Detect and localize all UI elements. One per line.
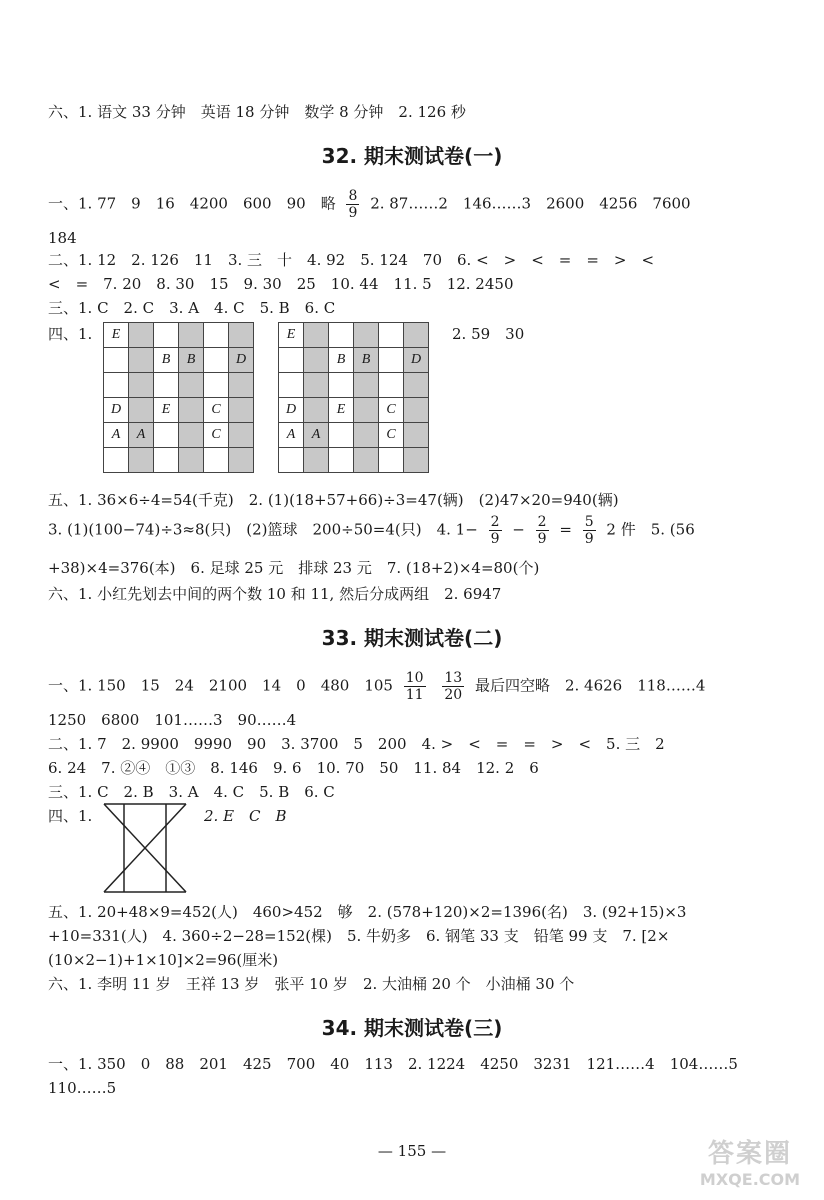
grid-cell: B — [354, 348, 379, 373]
grid-cell — [404, 423, 429, 448]
grid-cell — [379, 323, 404, 348]
s32-l1b: 2. 87……2 146……3 2600 4256 7600 — [370, 194, 691, 213]
grid-cell: A — [104, 423, 129, 448]
grid-cell: C — [379, 398, 404, 423]
s33-l1b: 最后四空略 2. 4626 118……4 — [474, 676, 706, 695]
grid-cell — [179, 448, 204, 473]
grid-cell: C — [204, 423, 229, 448]
watermark-logo: 答案圈 MXQE.COM — [699, 1139, 801, 1189]
hourglass-figure — [100, 802, 190, 894]
grid-cell — [204, 348, 229, 373]
s33-line4: 6. 24 7. ②④ ①③ 8. 146 9. 6 10. 70 50 11. 84 12. 2 6 — [48, 759, 539, 777]
grid-cell — [329, 448, 354, 473]
s32-line2: 184 — [48, 229, 77, 247]
grid-cell: E — [104, 323, 129, 348]
grid-cell — [304, 398, 329, 423]
grid-cell — [279, 373, 304, 398]
grid-cell — [129, 398, 154, 423]
grid-row — [279, 348, 429, 373]
s32-line7 — [48, 514, 695, 547]
s33-line6: 五、1. 20+48×9=452(人) 460>452 够 2. (578+120)×2=1396(名) 3. (92+15)×3 — [48, 903, 687, 921]
grid-cell: E — [279, 323, 304, 348]
letter-grid-2 — [278, 322, 429, 473]
grid-cell — [354, 448, 379, 473]
grid-cell: D — [104, 398, 129, 423]
grid-cell — [329, 423, 354, 448]
fraction: $\frac{8}{9}$ — [348, 188, 358, 221]
grid-row — [104, 448, 254, 473]
grid-cell — [154, 373, 179, 398]
grid-cell: E — [329, 398, 354, 423]
grid-row — [279, 448, 429, 473]
grid-cell: D — [229, 348, 254, 373]
s32-l1a: 一、1. 77 9 16 4200 600 90 略 — [48, 194, 336, 213]
grid-cell — [204, 448, 229, 473]
s32-line3: 二、1. 12 2. 126 11 3. 三 十 4. 92 5. 124 70 6. < > < = = > < — [48, 251, 655, 269]
grid-cell — [129, 373, 154, 398]
s32-line8: +38)×4=376(本) 6. 足球 25 元 排球 23 元 7. (18+2)×4=80(个) — [48, 559, 540, 577]
grid-cell — [279, 448, 304, 473]
grid-cell — [179, 323, 204, 348]
grid-cell: C — [204, 398, 229, 423]
grid-cell: B — [179, 348, 204, 373]
grid-cell: B — [329, 348, 354, 373]
grid-cell — [204, 323, 229, 348]
grid-row — [279, 373, 429, 398]
grid-row — [104, 348, 254, 373]
s34-line2: 110……5 — [48, 1079, 117, 1097]
grid-cell — [229, 448, 254, 473]
s32-line4: < = 7. 20 8. 30 15 9. 30 25 10. 44 11. 5 12. 2450 — [48, 275, 514, 293]
grid-cell — [129, 348, 154, 373]
fraction: $\frac{2}{9}$ — [537, 514, 547, 547]
s33-line2: 1250 6800 101……3 90……4 — [48, 711, 297, 729]
section-33-title: 33. 期末测试卷(二) — [321, 626, 503, 650]
grid-row — [279, 398, 429, 423]
grid-cell — [379, 448, 404, 473]
grid-row — [104, 423, 254, 448]
grid-cell: C — [379, 423, 404, 448]
grid-cell: D — [404, 348, 429, 373]
grid-cell — [104, 348, 129, 373]
grid-cell — [379, 373, 404, 398]
grid-cell — [179, 398, 204, 423]
s33-line8: (10×2−1)+1×10]×2=96(厘米) — [48, 951, 279, 969]
grid-cell — [404, 398, 429, 423]
fraction: $\frac{10}{11}$ — [405, 670, 424, 703]
section-34-title: 34. 期末测试卷(三) — [321, 1016, 503, 1040]
grid-cell — [129, 323, 154, 348]
grid-cell — [354, 423, 379, 448]
grid-cell — [354, 323, 379, 348]
s32-l7n: = — [559, 520, 572, 539]
s32-line9: 六、1. 小红先划去中间的两个数 10 和 11, 然后分成两组 2. 6947 — [48, 585, 502, 603]
grid-cell: E — [154, 398, 179, 423]
grid-cell — [329, 373, 354, 398]
grid-cell — [379, 348, 404, 373]
grid-cell — [354, 398, 379, 423]
s33-line7: +10=331(人) 4. 360÷2−28=152(棵) 5. 牛奶多 6. 钢笔 33 支 铅笔 99 支 7. [2× — [48, 927, 670, 945]
grid-row — [104, 373, 254, 398]
grid-cell — [304, 348, 329, 373]
prev-q6: 六、1. 语文 33 分钟 英语 18 分钟 数学 8 分钟 2. 126 秒 — [48, 103, 466, 121]
grid-cell — [229, 373, 254, 398]
grid-cell — [404, 448, 429, 473]
page-number: — 155 — — [377, 1142, 447, 1160]
grid-cell — [179, 423, 204, 448]
s33-line5: 三、1. C 2. B 3. A 4. C 5. B 6. C — [48, 783, 335, 801]
s32-q4-answer2: 2. 59 30 — [452, 325, 525, 343]
grid-row — [279, 323, 429, 348]
s32-l7m: − — [512, 520, 525, 539]
s33-line9: 六、1. 李明 11 岁 王祥 13 岁 张平 10 岁 2. 大油桶 20 个 小油桶 30 个 — [48, 975, 575, 993]
s32-l7b: 2 件 5. (56 — [606, 520, 695, 539]
s32-line1 — [48, 188, 691, 221]
s33-l1a: 一、1. 150 15 24 2100 14 0 480 105 — [48, 676, 393, 695]
grid-cell: D — [279, 398, 304, 423]
grid-cell: A — [304, 423, 329, 448]
grid-cell — [229, 398, 254, 423]
s32-l7a: 3. (1)(100−74)÷3≈8(只) (2)篮球 200÷50=4(只) 4. 1− — [48, 520, 478, 539]
s32-q4-label: 四、1. — [48, 325, 93, 343]
grid-row — [104, 398, 254, 423]
s32-line6: 五、1. 36×6÷4=54(千克) 2. (1)(18+57+66)÷3=47(辆) (2)47×20=940(辆) — [48, 491, 619, 509]
fraction: $\frac{13}{20}$ — [444, 670, 463, 703]
s34-line1: 一、1. 350 0 88 201 425 700 40 113 2. 1224 4250 3231 121……4 104……5 — [48, 1055, 738, 1073]
grid-cell — [154, 423, 179, 448]
grid-cell — [104, 373, 129, 398]
s32-line5: 三、1. C 2. C 3. A 4. C 5. B 6. C — [48, 299, 336, 317]
grid-cell — [354, 373, 379, 398]
grid-cell — [229, 323, 254, 348]
fraction: $\frac{2}{9}$ — [490, 514, 500, 547]
grid-row — [279, 423, 429, 448]
grid-row — [104, 323, 254, 348]
grid-cell — [404, 323, 429, 348]
grid-cell — [229, 423, 254, 448]
grid-cell: A — [279, 423, 304, 448]
grid-cell — [304, 373, 329, 398]
grid-cell — [179, 373, 204, 398]
grid-cell — [154, 448, 179, 473]
grid-cell — [154, 323, 179, 348]
s33-line1 — [48, 670, 705, 703]
grid-cell — [104, 448, 129, 473]
s33-q4-answer2: 2. E C B — [204, 807, 287, 825]
fraction: $\frac{5}{9}$ — [584, 514, 594, 547]
grid-cell — [129, 448, 154, 473]
section-32-title: 32. 期末测试卷(一) — [321, 144, 503, 168]
grid-cell: B — [154, 348, 179, 373]
s33-q4-label: 四、1. — [48, 807, 93, 825]
grid-cell: A — [129, 423, 154, 448]
grid-cell — [204, 373, 229, 398]
grid-cell — [304, 323, 329, 348]
grid-cell — [304, 448, 329, 473]
grid-cell — [279, 348, 304, 373]
letter-grid-1 — [103, 322, 254, 473]
s33-line3: 二、1. 7 2. 9900 9990 90 3. 3700 5 200 4. > < = = > < 5. 三 2 — [48, 735, 665, 753]
grid-cell — [404, 373, 429, 398]
grid-cell — [329, 323, 354, 348]
